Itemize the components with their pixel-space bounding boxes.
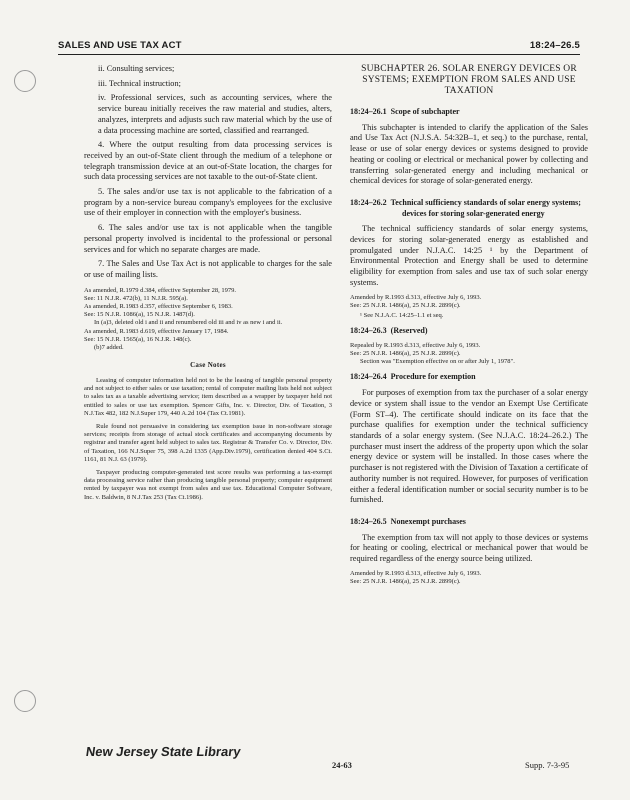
history-line: See: 25 N.J.R. 1486(a), 25 N.J.R. 2899(c). (350, 350, 461, 358)
section-title: Procedure for exemption (390, 372, 476, 382)
history-line: As amended, R.1979 d.384, effective September 28, 1979. (84, 286, 237, 294)
section-body: For purposes of exemption from tax the purchaser of a solar energy device or system shall issue to the vendor an Exempt Use Certificate (Form ST–4). The certificate should indicate on its face that the purchase qualifies for exemption under the technical sufficiency standards of a solar energy system. (See N.J.A.C. 18:24–26.2.) The purchaser must insert the address of the property upon which the solar energy device or system will be installed. In those cases where the purchaser is not registered with the Division of Taxation a certificate of authority number is not required. However, for purposes of verification either a federal identification number or social security number is to be furnished. (350, 388, 588, 505)
section-body: The exemption from tax will not apply to those devices or systems for heating or cooling, electrical or mechanical power that would be required regardless of the energy source being utilized. (350, 532, 588, 564)
section-title: Scope of subchapter (390, 107, 460, 116)
history-line: See: 15 N.J.R. 1086(a), 15 N.J.R. 1487(d). (84, 311, 195, 319)
section-26-2 (350, 198, 588, 320)
history-line: Repealed by R.1993 d.313, effective July 6, 1993. (350, 341, 481, 349)
history-notes (350, 342, 588, 367)
supplement-date: Supp. 7-3-95 (525, 760, 570, 770)
case-notes-heading: Case Notes (190, 361, 226, 370)
history-line: See: 25 N.J.R. 1486(a), 25 N.J.R. 2899(c). (350, 577, 461, 585)
list-item: iii. Technical instruction; (98, 78, 181, 88)
list-item: ii. Consulting services; (98, 64, 175, 73)
list-item: 7. The Sales and Use Tax Act is not applicable to charges for the sale or use of mailing lists. (84, 259, 332, 279)
list-item: iv. Professional services, such as accounting services, where the service bureau initially receives the raw material and studies, alters, analyzes, interprets and adjusts such raw material which by the use of a data processing machine are sorted, classified and rearranged. (98, 93, 332, 135)
history-line: See: 15 N.J.R. 1565(a), 16 N.J.R. 148(c). (84, 335, 192, 343)
binder-hole-mark (14, 690, 36, 712)
section-heading (350, 372, 588, 383)
case-notes (84, 377, 332, 502)
section-number: 18:24–26.2 (350, 197, 387, 207)
history-line: Amended by R.1993 d.313, effective July 6, 1993. (350, 569, 482, 577)
library-stamp: New Jersey State Library (84, 744, 242, 759)
history-notes (84, 287, 332, 353)
history-line: Amended by R.1993 d.313, effective July 6, 1993. (350, 293, 482, 301)
section-26-1 (350, 107, 588, 187)
section-title: Technical sufficiency standards of solar energy systems; devices for storing solar-generated energy (390, 197, 581, 218)
subchapter-heading: SUBCHAPTER 26. SOLAR ENERGY DEVICES OR SYSTEMS; EXEMPTION FROM SALES AND USE TAXATION (361, 64, 577, 96)
section-heading (350, 107, 588, 118)
section-number: 18:24–26.1 (350, 107, 387, 116)
left-column (84, 64, 332, 507)
history-notes (350, 570, 588, 586)
history-line: Section was "Exemption effective on or after July 1, 1978". (360, 358, 515, 366)
history-line: See: 25 N.J.R. 1486(a), 25 N.J.R. 2899(c). (350, 301, 461, 309)
section-heading (350, 326, 588, 337)
section-26-5 (350, 517, 588, 586)
section-title: Nonexempt purchases (390, 516, 466, 526)
section-26-3 (350, 326, 588, 366)
history-line: As amended, R.1983 d.357, effective September 6, 1983. (84, 303, 233, 311)
section-title: (Reserved) (390, 326, 428, 336)
list-item: 5. The sales and/or use tax is not applicable to the fabrication of a program by a non-service bureau company's employees for the exclusive use of their employer in connection with the employer's business. (84, 187, 332, 218)
history-notes (350, 294, 588, 321)
running-header (58, 40, 580, 55)
history-line: See: 11 N.J.R. 472(b), 11 N.J.R. 595(a). (84, 294, 188, 302)
section-number: 18:24–26.4 (350, 372, 387, 382)
page-number: 24-63 (332, 760, 352, 770)
section-number: 18:24–26.3 (350, 326, 387, 336)
section-heading (350, 517, 588, 528)
section-number: 18:24–26.5 (350, 516, 387, 526)
case-note: Rule found not persuasive in considering tax exemption issue in non-software storage services; receipts from storage of actual stock certificates and accompanying documents by registrar and transfer agent held subject to sales tax. Registrar & Transfer Co. v. Director, Div. of Taxation, 166 N.J.Super 75, 398 A.2d 1335 (App.Div.1979), certification denied 404 S.Ct. 1161, 81 N.J. 63 (1979). (84, 423, 332, 463)
case-note: Taxpayer producing computer-generated test score results was performing a tax-exempt data processing service rather than producing tangible personal property; computer equipment rented by taxpayer was not exempt from sales and use tax. Educational Computer Software, Inc. v. Baldwin, 8 N.J.Tax 253 (Tax Ct.1986). (84, 469, 332, 501)
history-line: As amended, R.1983 d.619, effective January 17, 1984. (84, 327, 229, 335)
header-section-range: 18:24–26.5 (529, 40, 580, 51)
section-body: This subchapter is intended to clarify the application of the Sales and Use Tax Act (N.J.S.A. 54:32B–1, et seq.) to the purchase, rental, lease or use of solar energy devices or systems designed to provide heating or cooling or electrical or mechanical power by collecting and transferring solar-generated energy and including mechanical or chemical devices for storage of solar-generated energy. (350, 122, 588, 186)
right-column (350, 64, 588, 586)
binder-hole-mark (14, 70, 36, 92)
list-item: 4. Where the output resulting from data processing services is received by an out-of-State client through the medium of a telephone or telegraph transmission device at an out-of-State location, the charges for such data processing services are not taxable to the out-of-State client. (84, 140, 332, 182)
header-title: SALES AND USE TAX ACT (58, 40, 182, 51)
section-body: The technical sufficiency standards of solar energy systems, devices for storing solar-generated energy as established and promulgated under N.J.A.C. 14:25 ¹ by the Department of Environmental Protection and Energy shall be used to determine eligibility for exemption from sales and use tax of such solar energy systems. (350, 224, 588, 287)
section-heading (350, 198, 588, 219)
footnote: ¹ See N.J.A.C. 14:25–1.1 et seq. (360, 311, 444, 319)
section-26-4 (350, 372, 588, 505)
list-item: 6. The sales and/or use tax is not applicable when the tangible personal property involved is incidental to the professional or personal services and for which no separate charges are made. (84, 223, 332, 254)
history-line: (b)7 added. (94, 344, 124, 352)
case-note: Leasing of computer information held not to be the leasing of tangible personal property and not subject to either sales or use taxation; rental of computer mailing lists held not subject to sales tax as a taxable advertising service; item described as a wrapper by taxpayer held not entitled to sales or use tax exemption. Spencer Gifts, Inc. v. Director, Div. of Taxation, 3 N.J.Tax 482, 182 N.J.Super 179, 440 A.2d 104 (Tax Ct.1981). (84, 376, 332, 417)
history-line: In (a)3, deleted old i and ii and renumbered old iii and iv as new i and ii. (94, 319, 283, 327)
